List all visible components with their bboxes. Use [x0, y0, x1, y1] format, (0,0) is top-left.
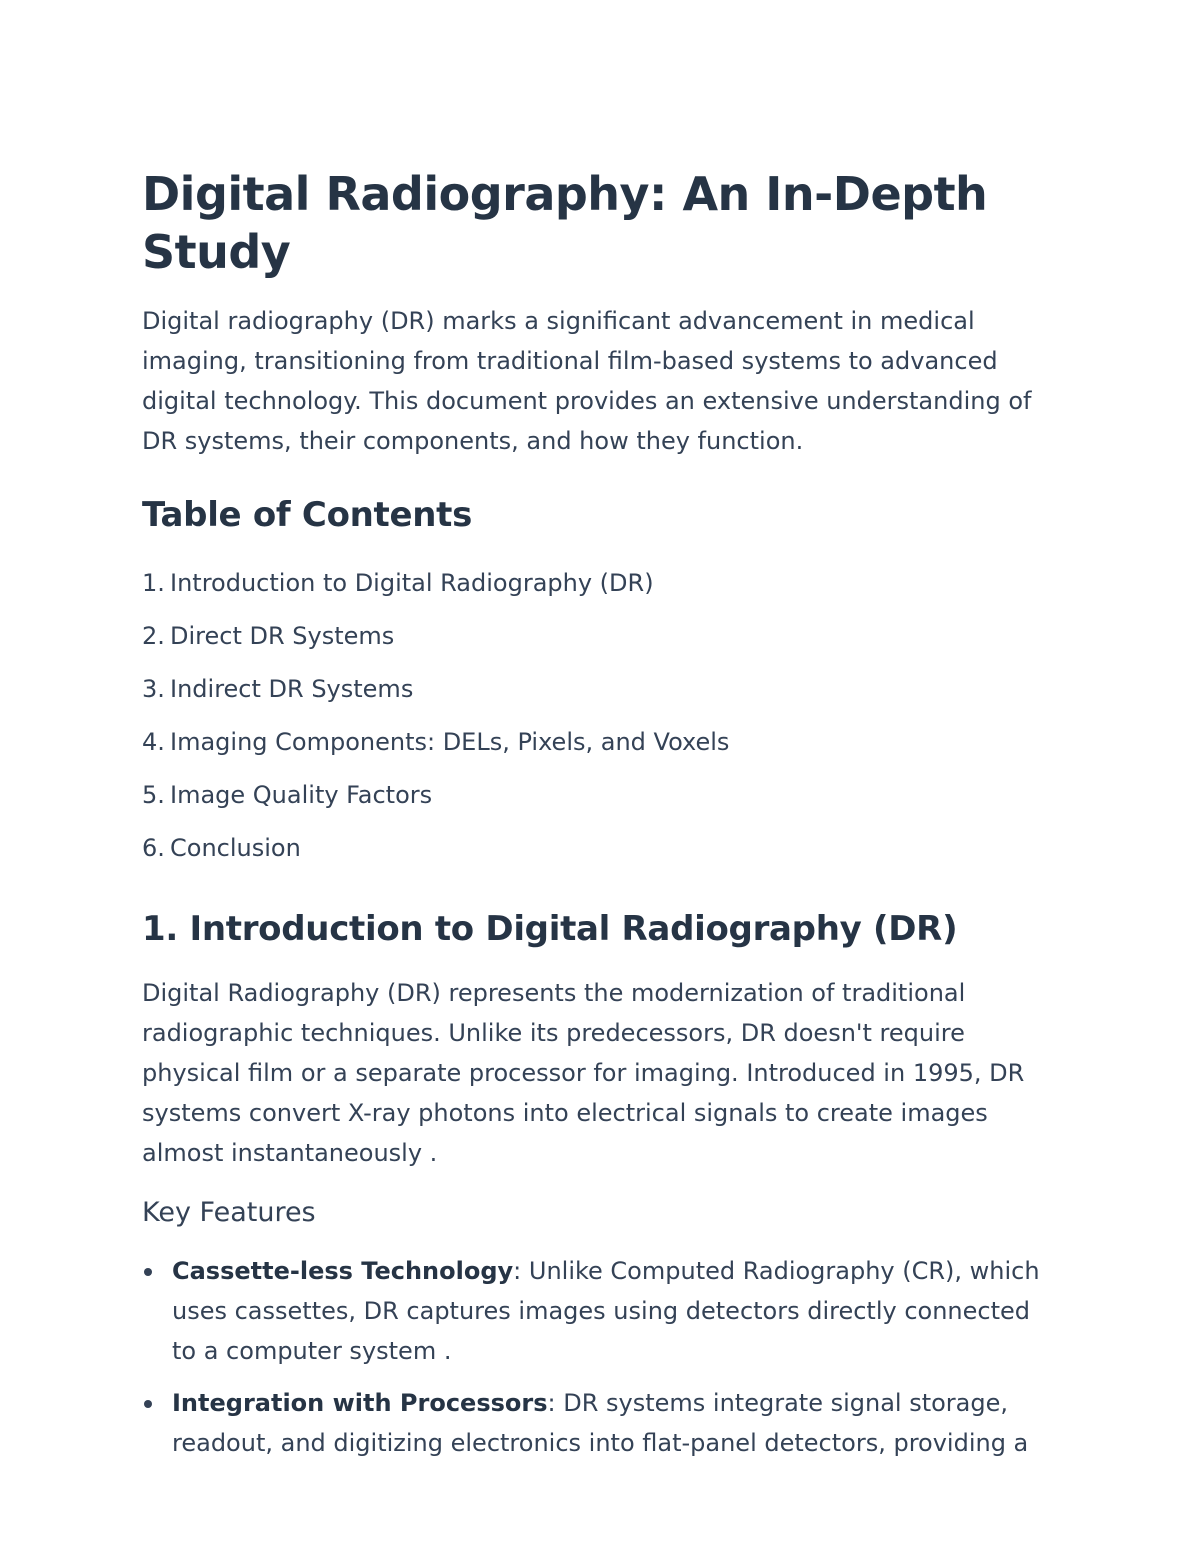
section-paragraph: Digital Radiography (DR) represents the modernization of traditional radiographic techniques. Unlike its predecessors, DR doesn't require physical film or a separate processor for imaging. Introduced in 1995, DR systems convert X-ray photons into electrical signals to create images almost instantaneously .	[142, 979, 1025, 1167]
toc-item[interactable]: 2. Direct DR Systems	[142, 622, 395, 650]
bullet-icon	[144, 1400, 152, 1408]
toc-item-label: Introduction to Digital Radiography (DR)	[170, 569, 654, 597]
feature-term: Integration with Processors	[172, 1389, 548, 1417]
list-item	[142, 1383, 1050, 1463]
toc-item-label: Indirect DR Systems	[170, 675, 414, 703]
section-heading: 1. Introduction to Digital Radiography (DR)	[142, 909, 958, 949]
subsection-heading: Key Features	[142, 1197, 316, 1228]
intro-paragraph: Digital radiography (DR) marks a significant advancement in medical imaging, transitioning from traditional film-based systems to advanced digital technology. This document provides an extensive understanding of DR systems, their components, and how they function.	[142, 307, 1032, 455]
feature-list	[142, 1251, 1050, 1463]
feature-text: : Unlike Computed Radiography (CR), which uses cassettes, DR captures images using detectors directly connected to a computer system .	[172, 1257, 1040, 1365]
document-title: Digital Radiography: An In-Depth Study	[142, 167, 988, 279]
toc-item[interactable]: 3. Indirect DR Systems	[142, 675, 414, 703]
list-item	[142, 1251, 1050, 1371]
toc-item[interactable]: 6. Conclusion	[142, 834, 301, 862]
toc-item[interactable]: 5. Image Quality Factors	[142, 781, 433, 809]
toc-item[interactable]: 4. Imaging Components: DELs, Pixels, and Voxels	[142, 728, 730, 756]
feature-term: Cassette-less Technology	[172, 1257, 514, 1285]
toc-heading: Table of Contents	[142, 495, 473, 535]
bullet-icon	[144, 1268, 152, 1276]
toc-item[interactable]: 1. Introduction to Digital Radiography (DR)	[142, 569, 654, 597]
toc-item-label: Direct DR Systems	[170, 622, 395, 650]
feature-text: : DR systems integrate signal storage, readout, and digitizing electronics into flat-panel detectors, providing a	[172, 1389, 1029, 1457]
toc-item-label: Imaging Components: DELs, Pixels, and Voxels	[170, 728, 730, 756]
toc-item-label: Image Quality Factors	[170, 781, 433, 809]
table-of-contents	[142, 557, 1050, 875]
toc-item-label: Conclusion	[170, 834, 301, 862]
